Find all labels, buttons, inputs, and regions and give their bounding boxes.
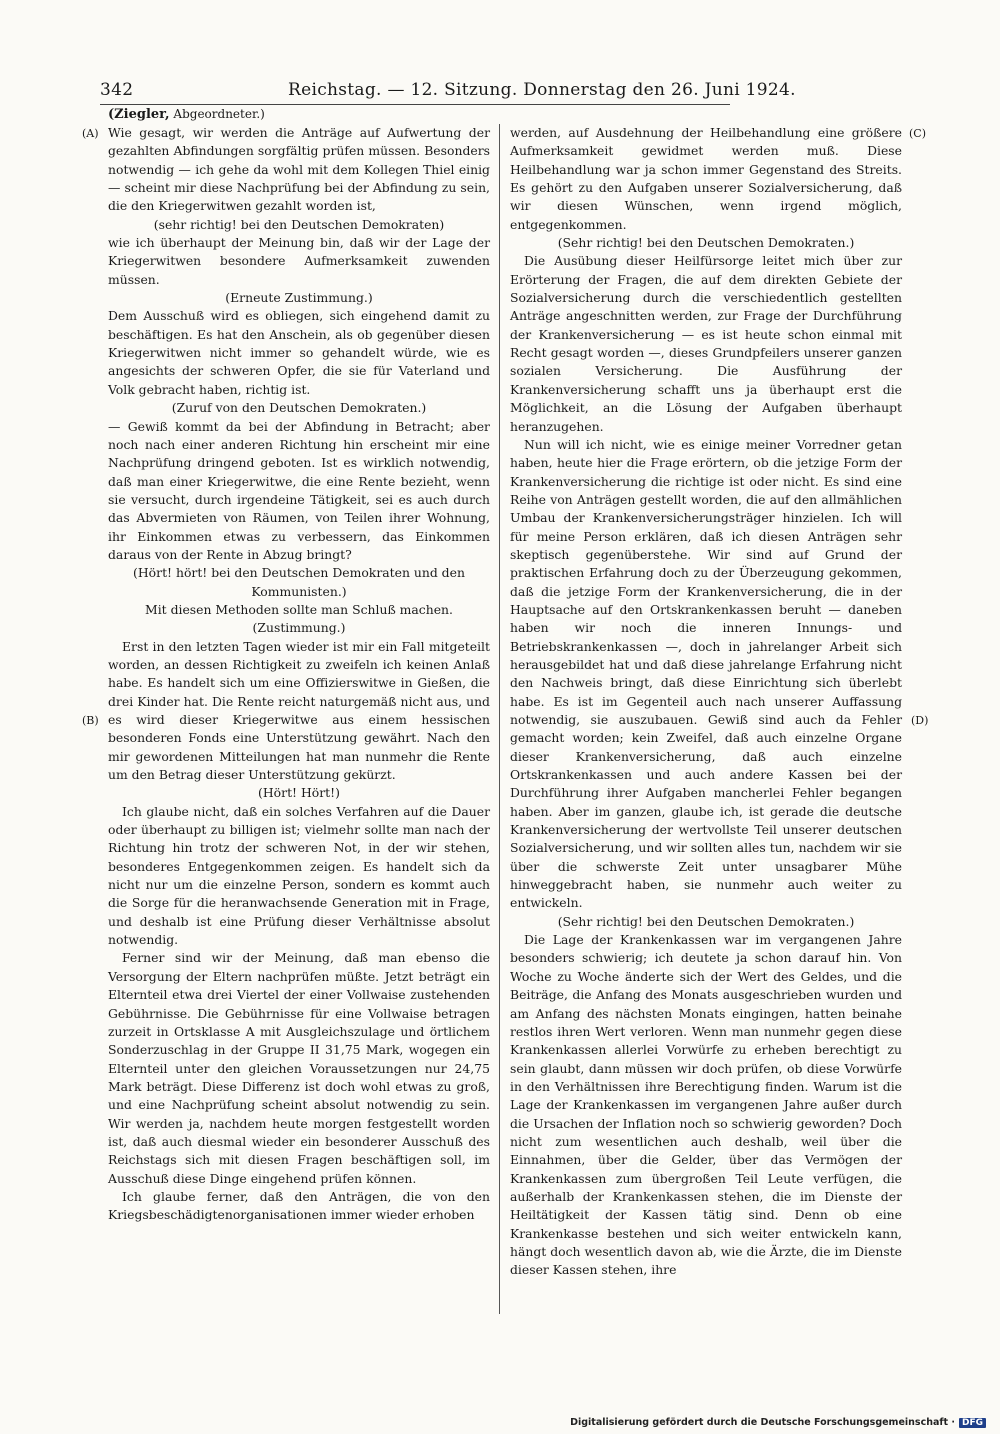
interjection: (Sehr richtig! bei den Deutschen Demokraten.) xyxy=(557,235,855,251)
paragraph: Ich glaube ferner, daß den Anträgen, die von den Kriegsbeschädigtenorganisationen immer wieder erhoben xyxy=(108,1188,490,1223)
speaker-role: Abgeordneter.) xyxy=(173,107,265,121)
page-header xyxy=(100,80,796,105)
right-column xyxy=(510,124,902,1280)
margin-marker-d: (D) xyxy=(911,714,929,727)
interjection: (Sehr richtig! bei den Deutschen Demokraten.) xyxy=(557,913,855,929)
paragraph: Mit diesen Methoden sollte man Schluß machen. xyxy=(145,601,453,617)
paragraph: Erst in den letzten Tagen wieder ist mir ein Fall mitgeteilt worden, an dessen Richtigkeit zu zweifeln ich keinen Anlaß habe. Es handelt sich um eine Offizierswitwe in Gießen, die drei Kinder hat. Die Rente reicht naturgemäß nicht aus, und es wird dieser Kriegerwitwe aus einem hessischen besonderen Fonds eine Unterstützung gewährt. Nach den mir gewordenen Mitteilungen hat man nunmehr die Rente um den Betrag dieser Unterstützung gekürzt. xyxy=(108,638,490,783)
interjection: (Zuruf von den Deutschen Demokraten.) xyxy=(171,400,427,416)
paragraph: wie ich überhaupt der Meinung bin, daß wir der Lage der Kriegerwitwen besondere Aufmerksamkeit zuwenden müssen. xyxy=(108,235,490,287)
page-number: 342 xyxy=(100,80,134,100)
paragraph: Die Lage der Krankenkassen war im vergangenen Jahre besonders schwierig; ich deutete ja schon darauf hin. Von Woche zu Woche änderte sich der Wert des Geldes, und die Beiträge, die Anfang des Monats ausgeschrieben wurden und am Anfang des nächsten Monats eingingen, hatten beinahe restlos ihren Wert verloren. Wenn man nunmehr gegen diese Krankenkassen allerlei Vorwürfe zu erheben berechtigt zu sein glaubt, dann müssen wir doch prüfen, ob diese Vorwürfe in den Verhältnissen ihre Berechtigung finden. Warum ist die Lage der Krankenkassen im vergangenen Jahre außer durch die Ursachen der Inflation noch so schwierig geworden? Doch nicht zum wesentlichen auch deshalb, weil über die Einnahmen, über die Gelder, über das Vermögen der Krankenkassen zum übergroßen Teil Leute verfügen, die außerhalb der Krankenkassen stehen, die im Dienste der Heiltätigkeit der Kassen tätig sind. Denn ob eine Krankenkasse bestehen und sich weiter entwickeln kann, hängt doch wesentlich davon ab, wie die Ärzte, die im Dienste dieser Kassen stehen, ihre xyxy=(510,932,903,1278)
paragraph: Wie gesagt, wir werden die Anträge auf Aufwertung der gezahlten Abfindungen sorgfältig prüfen müssen. Besonders notwendig — ich gehe da wohl mit dem Kollegen Thiel einig — scheint mir diese Nachprüfung bei der Abfindung zu sein, die den Kriegerwitwen gezahlt worden ist, xyxy=(108,125,490,214)
margin-marker-b: (B) xyxy=(82,714,99,727)
speaker-name: (Ziegler, xyxy=(108,107,170,122)
speaker-line xyxy=(108,107,265,122)
paragraph: Ich glaube nicht, daß ein solches Verfahren auf die Dauer oder überhaupt zu billigen ist; vielmehr sollte man nach der Richtung hin trotz der schweren Not, in der wir stehen, besonderes Entgegenkommen zeigen. Es handelt sich da nicht nur um die einzelne Person, sondern es kommt auch die Sorge für die heranwachsende Generation mit in Frage, und deshalb ist eine Prüfung dieser Verhältnisse absolut notwendig. xyxy=(108,803,490,948)
paragraph: Die Ausübung dieser Heilfürsorge leitet mich über zur Erörterung der Fragen, die auf dem direkten Gebiete der Sozialversicherung durch die verschiedentlich gestellten Anträge angeschnitten werden, zur Frage der Durchführung der Krankenversicherung — es ist heute schon einmal mit Recht gesagt worden —, dieses Grundpfeilers unserer ganzen sozialen Versicherung. Die Ausführung der Krankenversicherung schafft uns ja überhaupt erst die Möglichkeit, an die Lösung der Aufgaben überhaupt heranzugehen. xyxy=(510,253,902,434)
margin-marker-c: (C) xyxy=(909,127,926,140)
dfg-logo: DFG xyxy=(959,1418,986,1428)
margin-marker-a: (A) xyxy=(82,127,99,140)
paragraph: Dem Ausschuß wird es obliegen, sich eingehend damit zu beschäftigen. Es hat den Anschein, als ob gegenüber diesen Kriegerwitwen nicht immer so gehandelt würde, wie es angesichts der schweren Opfer, die sie für Vaterland und Volk gebracht haben, richtig ist. xyxy=(108,308,490,397)
interjection: (sehr richtig! bei den Deutschen Demokraten) xyxy=(153,216,445,232)
footer-text: Digitalisierung gefördert durch die Deutsche Forschungsgemeinschaft · xyxy=(570,1417,955,1428)
digitization-credit xyxy=(570,1417,986,1428)
paragraph: Ferner sind wir der Meinung, daß man ebenso die Versorgung der Eltern nachprüfen müßte. Jetzt beträgt ein Elternteil etwa drei Viertel der einer Vollwaise zustehenden Gebührnisse. Die Gebührnisse für eine Vollwaise betragen zurzeit in Ortsklasse A mit Ausgleichszulage und örtlichem Sonderzuschlag in der Gruppe II 31,75 Mark, wogegen ein Elternteil unter den gleichen Voraussetzungen nur 24,75 Mark beträgt. Diese Differenz ist doch wohl etwas zu groß, und eine Nachprüfung scheint absolut notwendig zu sein. Wir werden ja, nachdem heute morgen festgestellt worden ist, daß auch diesmal wieder ein besonderer Ausschuß des Reichstags sich mit diesen Fragen beschäftigen soll, im Ausschuß diese Dinge eingehend prüfen können. xyxy=(108,950,490,1186)
interjection: (Hört! hört! bei den Deutschen Demokraten und den Kommunisten.) xyxy=(133,565,465,599)
interjection: (Erneute Zustimmung.) xyxy=(225,290,373,306)
paragraph: werden, auf Ausdehnung der Heilbehandlung eine größere Aufmerksamkeit gewidmet werden muß. Diese Heilbehandlung war ja schon immer Gegenstand des Streits. Es gehört zu den Aufgaben unserer Sozialversicherung, daß wir diesen Wünschen, wenn irgend möglich, entgegenkommen. xyxy=(510,125,902,232)
interjection: (Hört! Hört!) xyxy=(258,785,340,801)
interjection: (Zustimmung.) xyxy=(252,620,346,636)
paragraph: — Gewiß kommt da bei der Abfindung in Betracht; aber noch nach einer anderen Richtung hin erscheint mir eine Nachprüfung dringend geboten. Ist es wirklich notwendig, daß man einer Kriegerwitwe, die eine Rente bezieht, wenn sie versucht, durch irgendeine Tätigkeit, sei es auch durch das Abvermieten von Räumen, von Teilen ihrer Wohnung, ihr Einkommen etwas zu verbessern, das Einkommen daraus von der Rente in Abzug bringt? xyxy=(108,418,490,562)
paragraph: Nun will ich nicht, wie es einige meiner Vorredner getan haben, heute hier die Frage erörtern, ob die jetzige Form der Krankenversicherung die richtige ist oder nicht. Es sind eine Reihe von Anträgen gestellt worden, die auf den allmählichen Umbau der Krankenversicherungsträger hinzielen. Ich will für meine Person erklären, daß ich diesen Anträgen sehr skeptisch gegenüberstehe. Wir sind auf Grund der praktischen Erfahrung doch zu der Überzeugung gekommen, daß die jetzige Form der Krankenversicherung, die in der Hauptsache auf den Ortskrankenkassen beruht — daneben haben wir noch die inneren Innungs- und Betriebskrankenkassen —, doch in jahrelanger Arbeit sich herausgebildet hat und daß diese jahrelange Erfahrung nicht den Nachweis bringt, daß diese Einrichtung sich überlebt habe. Es ist im Gegenteil auch nach unserer Auffassung notwendig, sie auszubauen. Gewiß sind auch da Fehler gemacht worden; kein Zweifel, daß auch einzelne Organe dieser Krankenversicherung, daß auch einzelne Ortskrankenkassen und auch andere Kassen bei der Durchführung ihrer Aufgaben mancherlei Fehler begangen haben. Aber im ganzen, glaube ich, ist gerade die deutsche Krankenversicherung der wertvollste Teil unserer deutschen Sozialversicherung, und wir sollten alles tun, nachdem wir sie über die schwerste Zeit unter unsagbarer Mühe hinweggebracht haben, sie nunmehr auch weiter zu entwickeln. xyxy=(510,436,902,911)
running-title: Reichstag. — 12. Sitzung. Donnerstag den 26. Juni 1924. xyxy=(288,80,796,100)
column-divider xyxy=(499,124,500,1314)
left-column xyxy=(108,124,490,1225)
